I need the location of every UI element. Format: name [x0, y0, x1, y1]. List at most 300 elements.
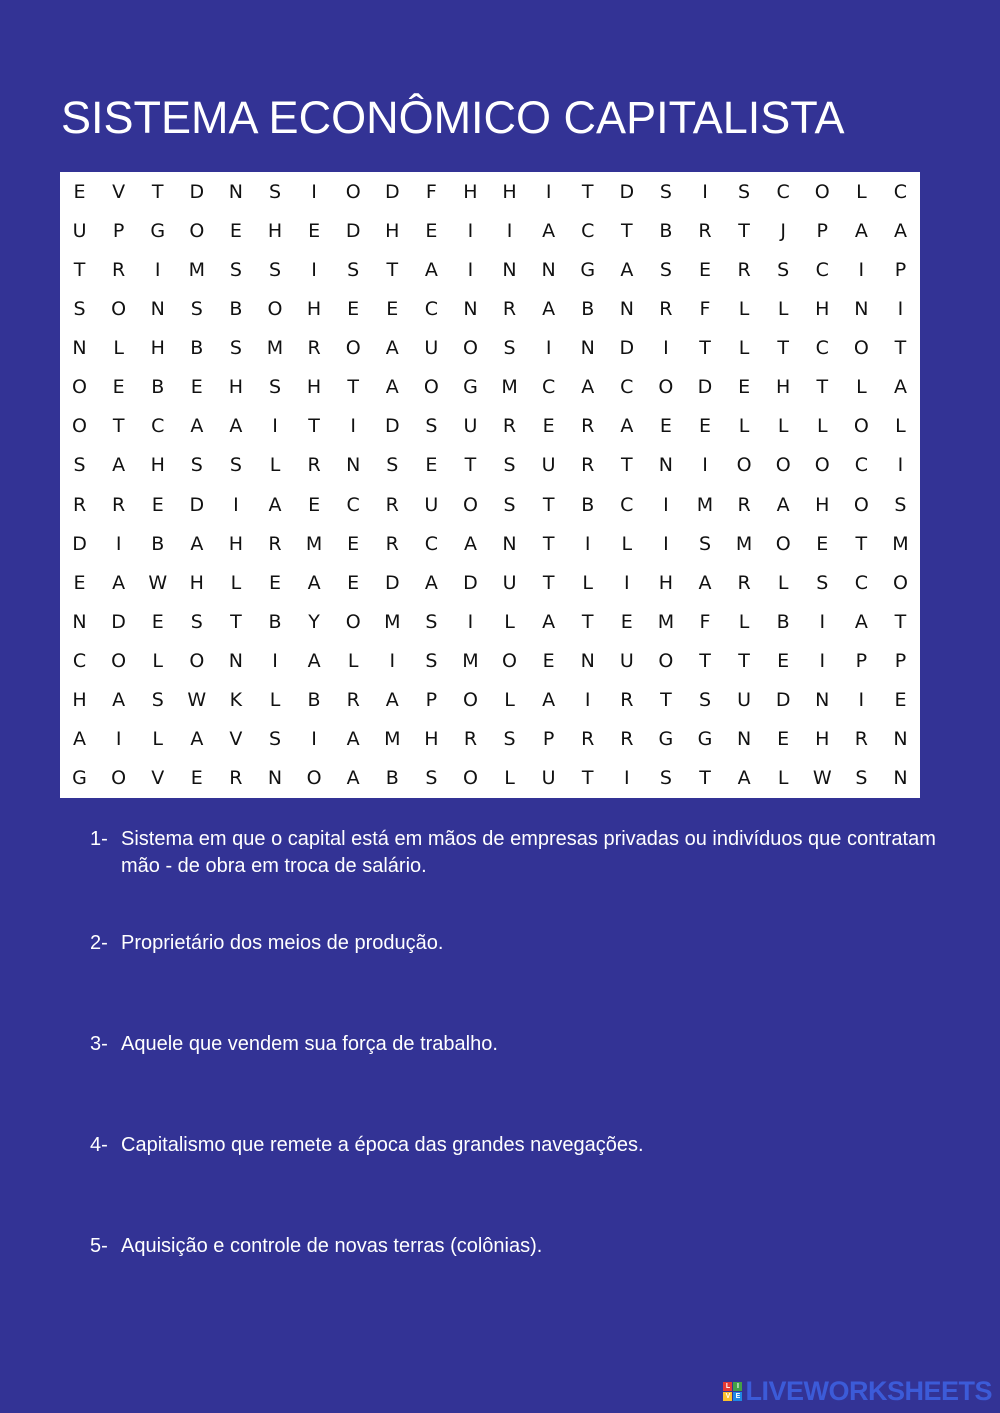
grid-cell[interactable]: H — [815, 728, 830, 751]
grid-cell[interactable]: O — [72, 415, 88, 438]
grid-cell[interactable]: A — [737, 767, 751, 790]
grid-cell[interactable]: T — [699, 767, 711, 790]
grid-cell[interactable]: O — [892, 571, 908, 594]
grid-cell[interactable]: E — [151, 493, 164, 516]
grid-cell[interactable]: O — [267, 297, 283, 320]
grid-cell[interactable]: M — [892, 532, 909, 555]
grid-cell[interactable]: I — [663, 337, 669, 360]
grid-cell[interactable]: K — [229, 689, 243, 712]
grid-cell[interactable]: O — [658, 376, 674, 399]
grid-cell[interactable]: S — [503, 728, 516, 751]
grid-cell[interactable]: L — [152, 650, 164, 673]
grid-cell[interactable]: M — [462, 650, 479, 673]
grid-cell[interactable]: C — [815, 337, 829, 360]
grid-cell[interactable]: T — [777, 337, 789, 360]
grid-cell[interactable]: O — [111, 767, 127, 790]
grid-cell[interactable]: S — [151, 689, 164, 712]
grid-cell[interactable]: S — [698, 532, 712, 555]
grid-cell[interactable]: E — [698, 258, 711, 281]
grid-cell[interactable]: E — [73, 571, 86, 594]
grid-cell[interactable]: S — [659, 258, 672, 281]
grid-cell[interactable]: T — [308, 415, 320, 438]
grid-cell[interactable]: O — [658, 650, 674, 673]
grid-cell[interactable]: Y — [308, 610, 320, 633]
grid-cell[interactable]: C — [424, 297, 438, 320]
grid-cell[interactable]: M — [188, 258, 206, 281]
grid-cell[interactable]: I — [663, 532, 669, 555]
grid-cell[interactable]: A — [385, 337, 399, 360]
grid-cell[interactable]: T — [347, 376, 359, 399]
grid-cell[interactable]: N — [228, 650, 244, 673]
grid-cell[interactable]: S — [855, 767, 868, 790]
grid-cell[interactable]: O — [345, 610, 361, 633]
grid-cell[interactable]: E — [777, 650, 790, 673]
grid-cell[interactable]: S — [190, 454, 203, 477]
grid-cell[interactable]: O — [189, 219, 205, 242]
grid-cell[interactable]: L — [347, 650, 359, 673]
grid-cell[interactable]: N — [502, 532, 517, 555]
grid-cell[interactable]: H — [385, 219, 400, 242]
grid-cell[interactable]: E — [151, 610, 164, 633]
grid-cell[interactable]: U — [502, 571, 517, 594]
grid-cell[interactable]: G — [580, 258, 596, 281]
grid-cell[interactable]: J — [780, 219, 786, 242]
grid-cell[interactable]: R — [268, 532, 282, 555]
grid-cell[interactable]: A — [112, 571, 126, 594]
grid-cell[interactable]: H — [150, 454, 165, 477]
grid-cell[interactable]: O — [111, 650, 127, 673]
grid-cell[interactable]: S — [698, 689, 712, 712]
grid-cell[interactable]: E — [816, 532, 829, 555]
grid-cell[interactable]: L — [504, 767, 515, 790]
grid-cell[interactable]: D — [384, 180, 400, 203]
grid-cell[interactable]: C — [893, 180, 908, 203]
grid-cell[interactable]: O — [814, 180, 830, 203]
grid-cell[interactable]: E — [347, 532, 360, 555]
grid-cell[interactable]: R — [463, 728, 478, 751]
grid-cell[interactable]: A — [190, 415, 204, 438]
grid-cell[interactable]: H — [815, 297, 830, 320]
grid-cell[interactable]: N — [893, 767, 908, 790]
grid-cell[interactable]: N — [541, 258, 556, 281]
grid-cell[interactable]: T — [581, 180, 594, 203]
grid-cell[interactable]: I — [311, 180, 317, 203]
grid-cell[interactable]: L — [738, 610, 750, 633]
grid-cell[interactable]: B — [581, 297, 595, 320]
grid-cell[interactable]: M — [384, 728, 401, 751]
grid-cell[interactable]: A — [268, 493, 282, 516]
grid-cell[interactable]: N — [815, 689, 830, 712]
grid-cell[interactable]: E — [190, 767, 203, 790]
grid-cell[interactable]: T — [230, 610, 242, 633]
grid-cell[interactable]: R — [112, 258, 126, 281]
grid-cell[interactable]: D — [189, 180, 205, 203]
grid-cell[interactable]: E — [425, 454, 438, 477]
grid-cell[interactable]: B — [581, 493, 595, 516]
grid-cell[interactable]: E — [190, 376, 203, 399]
grid-cell[interactable]: I — [272, 650, 278, 673]
grid-cell[interactable]: O — [853, 337, 869, 360]
grid-cell[interactable]: T — [464, 454, 477, 477]
grid-cell[interactable]: D — [384, 415, 400, 438]
grid-cell[interactable]: A — [854, 219, 868, 242]
grid-cell[interactable]: S — [894, 493, 907, 516]
grid-cell[interactable]: R — [854, 728, 868, 751]
word-search-grid[interactable] — [60, 172, 920, 798]
grid-cell[interactable]: R — [385, 532, 399, 555]
grid-cell[interactable]: U — [619, 650, 634, 673]
grid-cell[interactable]: L — [895, 415, 906, 438]
grid-cell[interactable]: R — [307, 337, 321, 360]
grid-cell[interactable]: E — [738, 376, 751, 399]
grid-cell[interactable]: T — [581, 767, 594, 790]
grid-cell[interactable]: I — [819, 610, 826, 633]
grid-cell[interactable]: N — [346, 454, 361, 477]
grid-cell[interactable]: T — [621, 219, 633, 242]
grid-cell[interactable]: T — [855, 532, 868, 555]
grid-cell[interactable]: A — [893, 376, 907, 399]
grid-cell[interactable]: I — [819, 650, 826, 673]
grid-cell[interactable]: S — [229, 337, 242, 360]
grid-cell[interactable]: E — [229, 219, 242, 242]
grid-cell[interactable]: S — [268, 376, 282, 399]
grid-cell[interactable]: S — [425, 610, 438, 633]
grid-cell[interactable]: B — [307, 689, 321, 712]
grid-cell[interactable]: E — [347, 571, 360, 594]
grid-cell[interactable]: S — [503, 337, 516, 360]
grid-cell[interactable]: O — [775, 532, 791, 555]
grid-cell[interactable]: B — [776, 610, 790, 633]
grid-cell[interactable]: B — [229, 297, 243, 320]
grid-cell[interactable]: H — [189, 571, 204, 594]
grid-cell[interactable]: P — [542, 728, 555, 751]
grid-cell[interactable]: L — [856, 376, 867, 399]
grid-cell[interactable]: B — [151, 532, 165, 555]
grid-cell[interactable]: N — [658, 454, 674, 477]
grid-cell[interactable]: A — [346, 767, 360, 790]
grid-cell[interactable]: O — [814, 454, 830, 477]
grid-cell[interactable]: S — [425, 767, 438, 790]
grid-cell[interactable]: C — [620, 376, 634, 399]
grid-cell[interactable]: C — [854, 454, 868, 477]
grid-cell[interactable]: T — [816, 376, 829, 399]
grid-cell[interactable]: A — [73, 728, 87, 751]
grid-cell[interactable]: N — [150, 297, 165, 320]
grid-cell[interactable]: I — [467, 610, 474, 633]
grid-cell[interactable]: A — [112, 454, 126, 477]
grid-cell[interactable]: D — [619, 337, 635, 360]
grid-cell[interactable]: S — [229, 258, 242, 281]
grid-cell[interactable]: R — [581, 415, 595, 438]
grid-cell[interactable]: T — [699, 650, 711, 673]
grid-cell[interactable]: T — [621, 454, 633, 477]
grid-cell[interactable]: I — [154, 258, 161, 281]
grid-cell[interactable]: O — [502, 650, 518, 673]
grid-cell[interactable]: E — [894, 689, 907, 712]
grid-cell[interactable]: R — [72, 493, 87, 516]
grid-cell[interactable]: P — [112, 219, 125, 242]
grid-cell[interactable]: I — [702, 180, 708, 203]
grid-cell[interactable]: H — [306, 376, 322, 399]
grid-cell[interactable]: O — [345, 180, 361, 203]
grid-cell[interactable]: M — [501, 376, 518, 399]
grid-cell[interactable]: T — [894, 610, 907, 633]
grid-cell[interactable]: U — [424, 493, 439, 516]
grid-cell[interactable]: A — [463, 532, 477, 555]
grid-cell[interactable]: H — [658, 571, 674, 594]
grid-cell[interactable]: A — [190, 728, 204, 751]
grid-cell[interactable]: W — [812, 767, 832, 790]
grid-cell[interactable]: N — [267, 767, 283, 790]
grid-cell[interactable]: L — [152, 728, 164, 751]
grid-cell[interactable]: E — [308, 219, 321, 242]
grid-cell[interactable]: I — [624, 571, 630, 594]
grid-cell[interactable]: G — [697, 728, 713, 751]
grid-cell[interactable]: D — [72, 532, 87, 555]
grid-cell[interactable]: H — [306, 297, 322, 320]
grid-cell[interactable]: S — [777, 258, 790, 281]
grid-cell[interactable]: I — [233, 493, 239, 516]
grid-cell[interactable]: A — [346, 728, 360, 751]
grid-cell[interactable]: R — [581, 454, 595, 477]
grid-cell[interactable]: N — [502, 258, 517, 281]
grid-cell[interactable]: H — [502, 180, 517, 203]
grid-cell[interactable]: N — [463, 297, 478, 320]
grid-cell[interactable]: B — [659, 219, 673, 242]
grid-cell[interactable]: I — [858, 258, 865, 281]
grid-cell[interactable]: S — [73, 297, 86, 320]
grid-cell[interactable]: R — [698, 219, 712, 242]
grid-cell[interactable]: R — [737, 571, 751, 594]
grid-cell[interactable]: A — [542, 610, 556, 633]
grid-cell[interactable]: D — [619, 180, 635, 203]
grid-cell[interactable]: T — [542, 532, 555, 555]
grid-cell[interactable]: O — [423, 376, 439, 399]
grid-cell[interactable]: C — [620, 493, 634, 516]
grid-cell[interactable]: R — [229, 767, 243, 790]
grid-cell[interactable]: R — [307, 454, 321, 477]
grid-cell[interactable]: L — [621, 532, 633, 555]
grid-cell[interactable]: L — [738, 297, 750, 320]
grid-cell[interactable]: L — [738, 415, 750, 438]
grid-cell[interactable]: H — [267, 219, 283, 242]
grid-cell[interactable]: E — [73, 180, 86, 203]
grid-cell[interactable]: T — [386, 258, 399, 281]
grid-cell[interactable]: C — [541, 376, 556, 399]
grid-cell[interactable]: I — [389, 650, 396, 673]
grid-cell[interactable]: E — [347, 297, 360, 320]
grid-cell[interactable]: N — [854, 297, 869, 320]
grid-cell[interactable]: T — [581, 610, 594, 633]
grid-cell[interactable]: T — [699, 337, 711, 360]
grid-cell[interactable]: P — [425, 689, 438, 712]
grid-cell[interactable]: N — [736, 728, 752, 751]
grid-cell[interactable]: T — [542, 571, 555, 594]
grid-cell[interactable]: E — [542, 415, 555, 438]
grid-cell[interactable]: R — [620, 689, 634, 712]
grid-cell[interactable]: A — [620, 415, 634, 438]
grid-cell[interactable]: F — [699, 297, 711, 320]
grid-cell[interactable]: V — [112, 180, 126, 203]
grid-cell[interactable]: A — [190, 532, 204, 555]
grid-cell[interactable]: C — [581, 219, 595, 242]
grid-cell[interactable]: R — [502, 297, 517, 320]
grid-cell[interactable]: O — [462, 689, 478, 712]
grid-cell[interactable]: H — [776, 376, 791, 399]
grid-cell[interactable]: E — [425, 219, 438, 242]
grid-cell[interactable]: S — [268, 180, 282, 203]
grid-cell[interactable]: W — [187, 689, 207, 712]
grid-cell[interactable]: I — [584, 689, 591, 712]
grid-cell[interactable]: A — [385, 376, 399, 399]
grid-cell[interactable]: N — [580, 650, 595, 673]
grid-cell[interactable]: R — [659, 297, 673, 320]
grid-cell[interactable]: H — [815, 493, 830, 516]
grid-cell[interactable]: L — [816, 415, 828, 438]
grid-cell[interactable]: T — [738, 219, 750, 242]
grid-cell[interactable]: E — [698, 415, 711, 438]
grid-cell[interactable]: L — [269, 689, 281, 712]
grid-cell[interactable]: S — [659, 180, 672, 203]
grid-cell[interactable]: L — [230, 571, 242, 594]
grid-cell[interactable]: L — [504, 610, 515, 633]
grid-cell[interactable]: S — [73, 454, 86, 477]
grid-cell[interactable]: C — [424, 532, 438, 555]
grid-cell[interactable]: H — [424, 728, 439, 751]
grid-cell[interactable]: S — [190, 297, 203, 320]
grid-cell[interactable]: E — [620, 610, 633, 633]
grid-cell[interactable]: U — [72, 219, 87, 242]
grid-cell[interactable]: T — [151, 180, 164, 203]
grid-cell[interactable]: S — [347, 258, 360, 281]
grid-cell[interactable]: A — [307, 650, 321, 673]
grid-cell[interactable]: C — [854, 571, 868, 594]
grid-cell[interactable]: C — [346, 493, 360, 516]
grid-cell[interactable]: I — [584, 532, 591, 555]
grid-cell[interactable]: H — [150, 337, 165, 360]
grid-cell[interactable]: A — [893, 219, 907, 242]
grid-cell[interactable]: O — [462, 337, 478, 360]
grid-cell[interactable]: R — [346, 689, 360, 712]
grid-cell[interactable]: O — [853, 493, 869, 516]
grid-cell[interactable]: I — [702, 454, 708, 477]
grid-cell[interactable]: T — [112, 415, 125, 438]
grid-cell[interactable]: M — [657, 610, 675, 633]
grid-cell[interactable]: L — [777, 767, 789, 790]
grid-cell[interactable]: S — [816, 571, 829, 594]
grid-cell[interactable]: N — [72, 610, 87, 633]
grid-cell[interactable]: A — [854, 610, 868, 633]
grid-cell[interactable]: L — [504, 689, 515, 712]
grid-cell[interactable]: R — [581, 728, 595, 751]
grid-cell[interactable]: M — [384, 610, 401, 633]
grid-cell[interactable]: M — [735, 532, 753, 555]
grid-cell[interactable]: O — [72, 376, 88, 399]
grid-cell[interactable]: I — [311, 258, 317, 281]
grid-cell[interactable]: R — [620, 728, 634, 751]
grid-cell[interactable]: B — [385, 767, 399, 790]
grid-cell[interactable]: U — [463, 415, 478, 438]
grid-cell[interactable]: U — [424, 337, 439, 360]
grid-cell[interactable]: G — [72, 767, 87, 790]
grid-cell[interactable]: A — [776, 493, 790, 516]
grid-cell[interactable]: N — [893, 728, 908, 751]
grid-cell[interactable]: E — [112, 376, 125, 399]
grid-cell[interactable]: E — [777, 728, 790, 751]
grid-cell[interactable]: L — [113, 337, 124, 360]
grid-cell[interactable]: O — [462, 767, 478, 790]
grid-cell[interactable]: R — [737, 493, 751, 516]
grid-cell[interactable]: A — [542, 219, 556, 242]
grid-cell[interactable]: V — [229, 728, 243, 751]
grid-cell[interactable]: S — [268, 728, 282, 751]
grid-cell[interactable]: D — [345, 219, 361, 242]
grid-cell[interactable]: O — [345, 337, 361, 360]
grid-cell[interactable]: M — [266, 337, 284, 360]
grid-cell[interactable]: T — [738, 650, 750, 673]
grid-cell[interactable]: S — [425, 415, 438, 438]
grid-cell[interactable]: B — [190, 337, 204, 360]
grid-cell[interactable]: E — [659, 415, 672, 438]
grid-cell[interactable]: L — [269, 454, 281, 477]
grid-cell[interactable]: B — [268, 610, 282, 633]
grid-cell[interactable]: N — [228, 180, 244, 203]
grid-cell[interactable]: A — [698, 571, 712, 594]
grid-cell[interactable]: N — [580, 337, 595, 360]
grid-cell[interactable]: T — [894, 337, 907, 360]
grid-cell[interactable]: M — [305, 532, 323, 555]
grid-cell[interactable]: A — [112, 689, 126, 712]
grid-cell[interactable]: U — [737, 689, 752, 712]
grid-cell[interactable]: R — [385, 493, 399, 516]
grid-cell[interactable]: I — [858, 689, 865, 712]
grid-cell[interactable]: F — [699, 610, 711, 633]
grid-cell[interactable]: L — [856, 180, 867, 203]
grid-cell[interactable]: N — [72, 337, 87, 360]
grid-cell[interactable]: A — [581, 376, 595, 399]
grid-cell[interactable]: I — [115, 532, 122, 555]
grid-cell[interactable]: L — [777, 571, 789, 594]
grid-cell[interactable]: A — [542, 297, 556, 320]
grid-cell[interactable]: C — [776, 180, 790, 203]
grid-cell[interactable]: I — [545, 180, 552, 203]
grid-cell[interactable]: S — [386, 454, 399, 477]
grid-cell[interactable]: S — [503, 493, 516, 516]
grid-cell[interactable]: G — [658, 728, 674, 751]
grid-cell[interactable]: E — [308, 493, 321, 516]
grid-cell[interactable]: D — [384, 571, 400, 594]
grid-cell[interactable]: G — [463, 376, 478, 399]
grid-cell[interactable]: A — [385, 689, 399, 712]
grid-cell[interactable]: G — [150, 219, 166, 242]
grid-cell[interactable]: P — [894, 650, 907, 673]
grid-cell[interactable]: A — [307, 571, 321, 594]
grid-cell[interactable]: I — [272, 415, 278, 438]
grid-cell[interactable]: D — [775, 689, 791, 712]
grid-cell[interactable]: S — [659, 767, 672, 790]
grid-cell[interactable]: S — [425, 650, 438, 673]
grid-cell[interactable]: U — [541, 767, 556, 790]
grid-cell[interactable]: I — [897, 454, 904, 477]
grid-cell[interactable]: I — [350, 415, 356, 438]
grid-cell[interactable]: S — [738, 180, 751, 203]
grid-cell[interactable]: A — [620, 258, 634, 281]
grid-cell[interactable]: I — [624, 767, 630, 790]
grid-cell[interactable]: O — [189, 650, 205, 673]
grid-cell[interactable]: B — [151, 376, 165, 399]
grid-cell[interactable]: E — [542, 650, 555, 673]
grid-cell[interactable]: L — [582, 571, 594, 594]
